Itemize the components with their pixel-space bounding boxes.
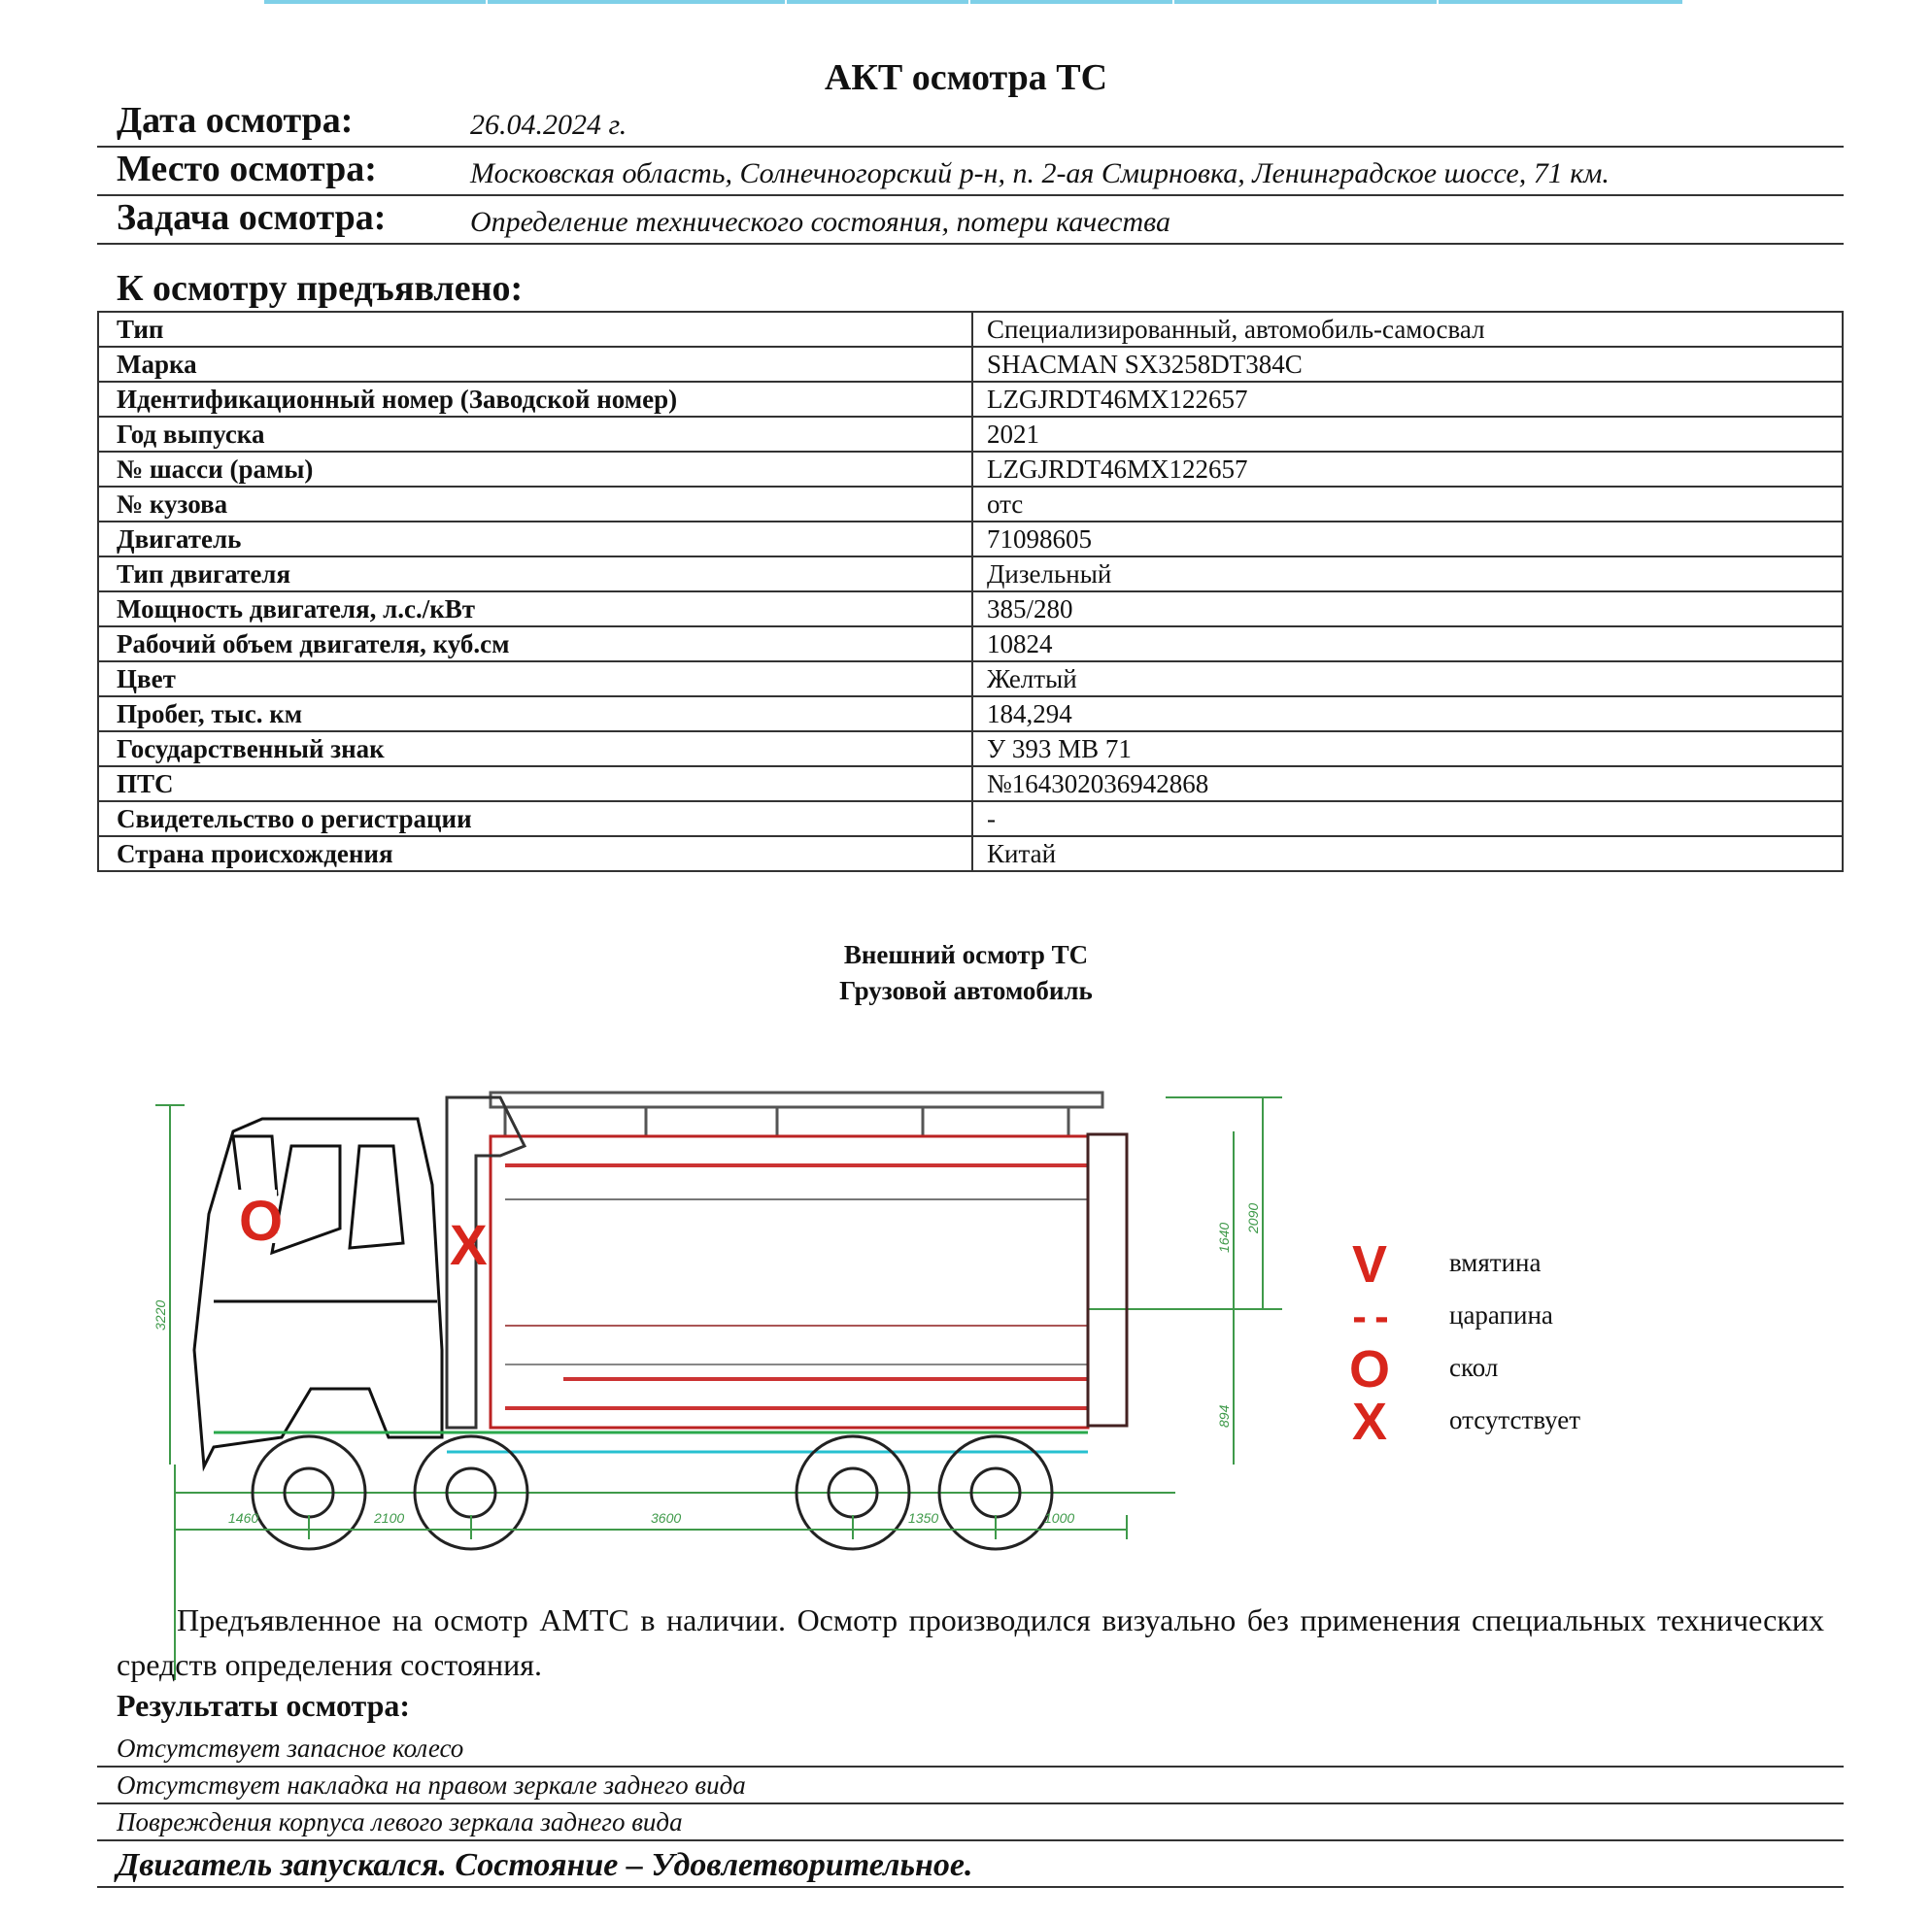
spec-key: Двигатель [98,522,972,556]
dim-label: 1350 [908,1510,939,1526]
spec-value: - [972,801,1843,836]
inspection-paragraph: Предъявленное на осмотр АМТС в наличии. Осмотр производился визуально без применения специальных технических средств определения состояния. [117,1602,1824,1682]
document-title: АКТ осмотра ТС [824,57,1108,98]
spec-value: SHACMAN SX3258DT384C [972,347,1843,382]
spec-row [98,417,1843,452]
spec-key: ПТС [98,766,972,801]
legend-item [1340,1393,1690,1451]
spec-value: 10824 [972,626,1843,661]
meta-label: Место осмотра: [117,149,377,189]
header-decoration-bar [264,0,1682,4]
cab [194,1119,442,1466]
meta-row-date [97,97,1844,148]
spec-key: Страна происхождения [98,836,972,871]
meta-label: Дата осмотра: [117,100,354,141]
spec-key: № кузова [98,487,972,522]
truck-diagram [155,1059,1321,1544]
spec-value: Китай [972,836,1843,871]
dim-label: 1460 [228,1510,259,1526]
result-text: Отсутствует накладка на правом зеркале заднего вида [117,1770,746,1800]
spec-value: Специализированный, автомобиль-самосвал [972,312,1843,347]
dim-label: 1000 [1044,1510,1075,1526]
meta-row-place [97,146,1844,196]
spec-row [98,661,1843,696]
dim-label: 3600 [651,1510,682,1526]
legend-item [1340,1340,1690,1398]
spec-value: 2021 [972,417,1843,452]
spec-row [98,452,1843,487]
spec-value: Дизельный [972,556,1843,591]
spec-value: Желтый [972,661,1843,696]
spec-row [98,556,1843,591]
missing-icon: X [1351,1393,1388,1451]
spec-key: Рабочий объем двигателя, куб.см [98,626,972,661]
spec-row [98,801,1843,836]
spec-key: Тип двигателя [98,556,972,591]
result-text: Повреждения корпуса левого зеркала заднего вида [117,1807,683,1836]
spec-row [98,591,1843,626]
result-item [97,1731,1844,1768]
conclusion-row [97,1843,1844,1888]
results-heading: Результаты осмотра: [117,1688,411,1723]
spec-key: Государственный знак [98,731,972,766]
damage-marker-chip: O [239,1190,284,1253]
vehicle-spec-table [97,311,1844,872]
spec-row [98,696,1843,731]
meta-value: Московская область, Солнечногорский р-н, п. 2-ая Смирновка, Ленинградское шоссе, 71 км. [470,157,1610,189]
meta-label: Задача осмотра: [117,197,387,238]
dump-body [447,1093,1127,1428]
spec-key: Свидетельство о регистрации [98,801,972,836]
dim-label: 3220 [153,1299,168,1331]
spec-row [98,836,1843,871]
spec-value: 184,294 [972,696,1843,731]
spec-key: Мощность двигателя, л.с./кВт [98,591,972,626]
spec-value: №164302036942868 [972,766,1843,801]
spec-value: 385/280 [972,591,1843,626]
meta-row-task [97,194,1844,245]
meta-value: 26.04.2024 г. [470,109,627,141]
spec-row [98,382,1843,417]
spec-key: Год выпуска [98,417,972,452]
damage-marker-missing: X [450,1214,488,1277]
dim-label: 894 [1216,1404,1232,1428]
spec-value: 71098605 [972,522,1843,556]
result-item [97,1768,1844,1804]
dim-label: 1640 [1216,1222,1232,1253]
dim-label: 2090 [1245,1202,1261,1233]
diagram-subtitle: Грузовой автомобиль [839,976,1093,1005]
spec-key: Пробег, тыс. км [98,696,972,731]
conclusion-text: Двигатель запускался. Состояние – Удовлетворительное. [117,1847,973,1883]
spec-value: У 393 МВ 71 [972,731,1843,766]
spec-row [98,347,1843,382]
spec-key: Идентификационный номер (Заводской номер) [98,382,972,417]
spec-key: № шасси (рамы) [98,452,972,487]
presented-heading: К осмотру предъявлено: [117,268,524,309]
legend-label: скол [1449,1353,1499,1382]
legend-item [1340,1291,1690,1343]
spec-row [98,731,1843,766]
result-item [97,1804,1844,1841]
legend-label: царапина [1449,1300,1553,1330]
spec-row [98,522,1843,556]
spec-row [98,312,1843,347]
spec-row [98,766,1843,801]
legend-label: отсутствует [1449,1405,1581,1434]
meta-value: Определение технического состояния, потери качества [470,206,1170,238]
spec-key: Марка [98,347,972,382]
legend-item [1340,1235,1690,1294]
result-text: Отсутствует запасное колесо [117,1734,464,1763]
spec-key: Цвет [98,661,972,696]
spec-row [98,626,1843,661]
dent-icon: V [1351,1235,1388,1294]
spec-key: Тип [98,312,972,347]
legend-label: вмятина [1449,1248,1542,1277]
dim-label: 2100 [374,1510,405,1526]
spec-value: LZGJRDT46MX122657 [972,452,1843,487]
diagram-title: Внешний осмотр ТС [843,940,1089,969]
spec-value: отс [972,487,1843,522]
scratch-icon: - - [1352,1293,1387,1340]
spec-value: LZGJRDT46MX122657 [972,382,1843,417]
spec-row [98,487,1843,522]
chip-icon: O [1348,1340,1390,1398]
damage-legend [1340,1235,1690,1451]
